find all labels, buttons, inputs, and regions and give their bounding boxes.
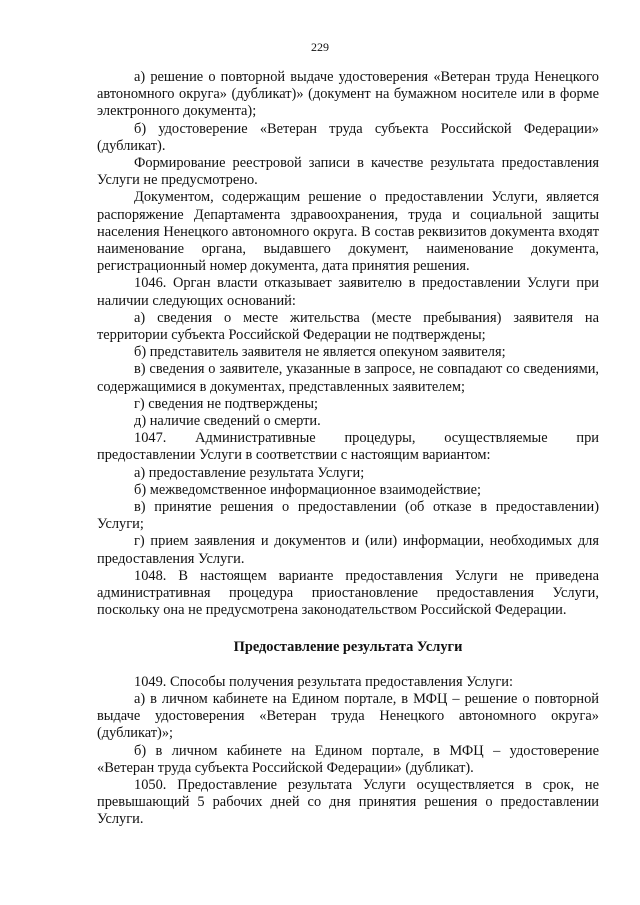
document-body <box>97 69 599 829</box>
paragraph-item-b-result: б) удостоверение «Ветеран труда субъекта Российской Федерации» (дубликат). <box>97 120 599 154</box>
paragraph-1047-a: а) предоставление результата Услуги; <box>134 464 365 481</box>
paragraph-1050: 1050. Предоставление результата Услуги осуществляется в срок, не превышающий 5 рабочих дней со дня принятия решения о предоставлении Услуги. <box>97 776 599 828</box>
paragraph-1049: 1049. Способы получения результата предоставления Услуги: <box>134 673 513 690</box>
paragraph-1046-c: в) сведения о заявителе, указанные в запросе, не совпадают со сведениями, содержащимися в документах, представленных заявителем; <box>97 361 599 395</box>
paragraph-1047-d: г) прием заявления и документов и (или) информации, необходимых для предоставления Услуги. <box>97 533 599 567</box>
paragraph-1047-b: б) межведомственное информационное взаимодействие; <box>134 481 482 498</box>
paragraph-1048: 1048. В настоящем варианте предоставления Услуги не приведена административная процедура приостановление предоставления Услуги, поскольку она не предусмотрена законодательством Российской Федерации. <box>97 567 599 619</box>
section-heading: Предоставление результата Услуги <box>233 638 463 655</box>
paragraph-1049-b: б) в личном кабинете на Едином портале, в МФЦ – удостоверение «Ветеран труда субъекта Российской Федерации» (дубликат). <box>97 742 599 776</box>
paragraph-registry-note: Формирование реестровой записи в качестве результата предоставления Услуги не предусмотрено. <box>97 155 599 189</box>
paragraph-1047: 1047. Административные процедуры, осуществляемые при предоставлении Услуги в соответствии с настоящим вариантом: <box>97 430 599 464</box>
paragraph-1046-e: д) наличие сведений о смерти. <box>134 413 321 430</box>
paragraph-1046-d: г) сведения не подтверждены; <box>134 395 319 412</box>
paragraph-item-a-result: а) решение о повторной выдаче удостоверения «Ветеран труда Ненецкого автономного округа» (дубликат)» (документ на бумажном носителе или в форме электронного документа); <box>97 69 599 120</box>
page-number: 229 <box>311 40 329 54</box>
paragraph-1047-c: в) принятие решения о предоставлении (об отказе в предоставлении) Услуги; <box>97 499 599 533</box>
paragraph-1046: 1046. Орган власти отказывает заявителю в предоставлении Услуги при наличии следующих оснований: <box>97 275 599 309</box>
paragraph-decision-document: Документом, содержащим решение о предоставлении Услуги, является распоряжение Департамента здравоохранения, труда и социальной защиты населения Ненецкого автономного округа. В состав реквизитов документа входят наименование органа, выдавшего документ, наименование документа, регистрационный номер документа, дата принятия решения. <box>97 189 599 275</box>
paragraph-1046-a: а) сведения о месте жительства (месте пребывания) заявителя на территории субъекта Российской Федерации не подтверждены; <box>97 309 599 344</box>
paragraph-1049-a: а) в личном кабинете на Едином портале, в МФЦ – решение о повторной выдаче удостоверения «Ветеран труда Ненецкого автономного округа» (дубликат)»; <box>97 690 599 742</box>
paragraph-1046-b: б) представитель заявителя не является опекуном заявителя; <box>134 344 506 361</box>
